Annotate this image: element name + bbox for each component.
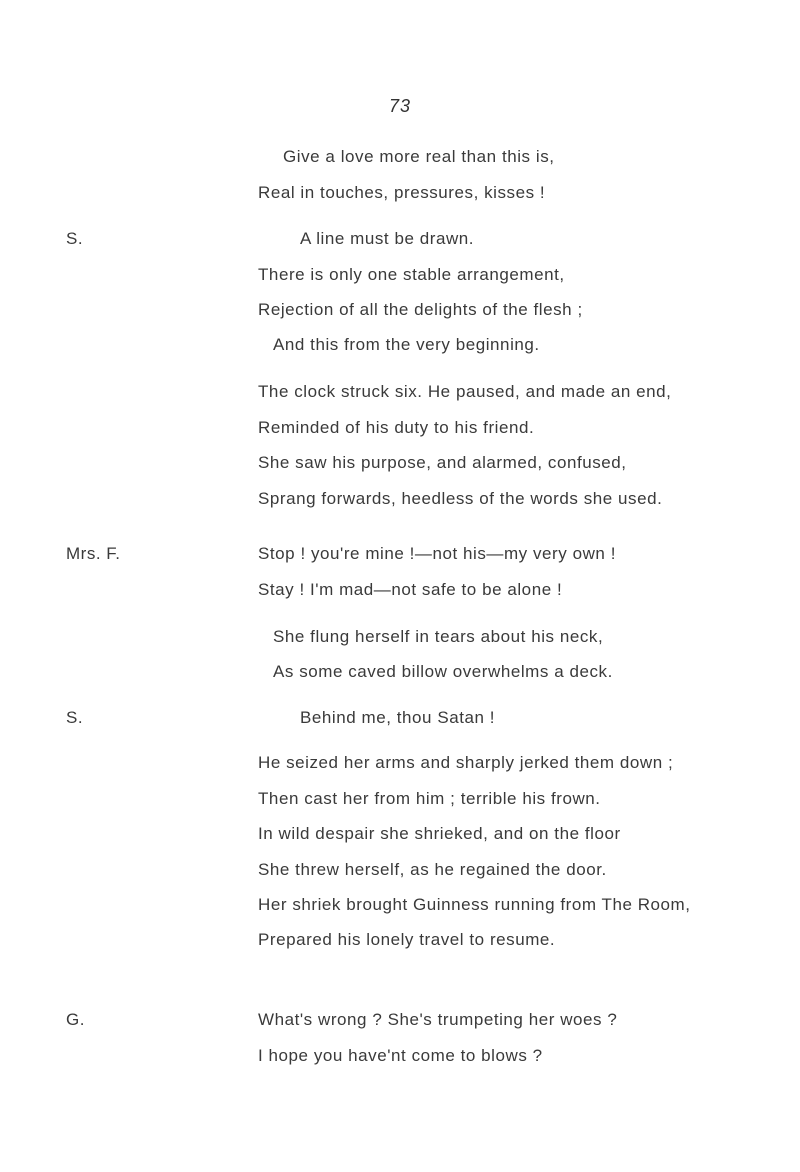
verse-line: Behind me, thou Satan !: [300, 708, 496, 727]
speaker-label: S.: [66, 229, 84, 248]
verse-line: Reminded of his duty to his friend.: [258, 418, 535, 437]
verse-line: I hope you have'nt come to blows ?: [258, 1046, 543, 1065]
verse-line: In wild despair she shrieked, and on the floor: [258, 824, 621, 843]
verse-line: There is only one stable arrangement,: [258, 265, 565, 284]
verse-line: She flung herself in tears about his neck,: [273, 627, 604, 646]
verse-line: Real in touches, pressures, kisses !: [258, 183, 546, 202]
verse-line: She saw his purpose, and alarmed, confused,: [258, 453, 627, 472]
verse-line: What's wrong ? She's trumpeting her woes ?: [258, 1010, 618, 1029]
verse-line: Prepared his lonely travel to resume.: [258, 930, 556, 949]
verse-line: Stop ! you're mine !—not his—my very own !: [258, 544, 616, 563]
verse-line: Rejection of all the delights of the flesh ;: [258, 300, 583, 319]
verse-line: Give a love more real than this is,: [283, 147, 555, 166]
page-number: 73: [388, 96, 412, 116]
verse-line: She threw herself, as he regained the door.: [258, 860, 607, 879]
speaker-label: G.: [66, 1010, 85, 1029]
verse-line: He seized her arms and sharply jerked them down ;: [258, 753, 674, 772]
verse-line: Stay ! I'm mad—not safe to be alone !: [258, 580, 563, 599]
verse-line: And this from the very beginning.: [273, 335, 540, 354]
verse-line: The clock struck six. He paused, and made an end,: [258, 382, 672, 401]
verse-line: Sprang forwards, heedless of the words she used.: [258, 489, 663, 508]
verse-line: As some caved billow overwhelms a deck.: [273, 662, 613, 681]
speaker-label: Mrs. F.: [66, 544, 121, 563]
speaker-label: S.: [66, 708, 84, 727]
verse-line: A line must be drawn.: [300, 229, 475, 248]
verse-line: Then cast her from him ; terrible his frown.: [258, 789, 601, 808]
verse-line: Her shriek brought Guinness running from The Room,: [258, 895, 691, 914]
